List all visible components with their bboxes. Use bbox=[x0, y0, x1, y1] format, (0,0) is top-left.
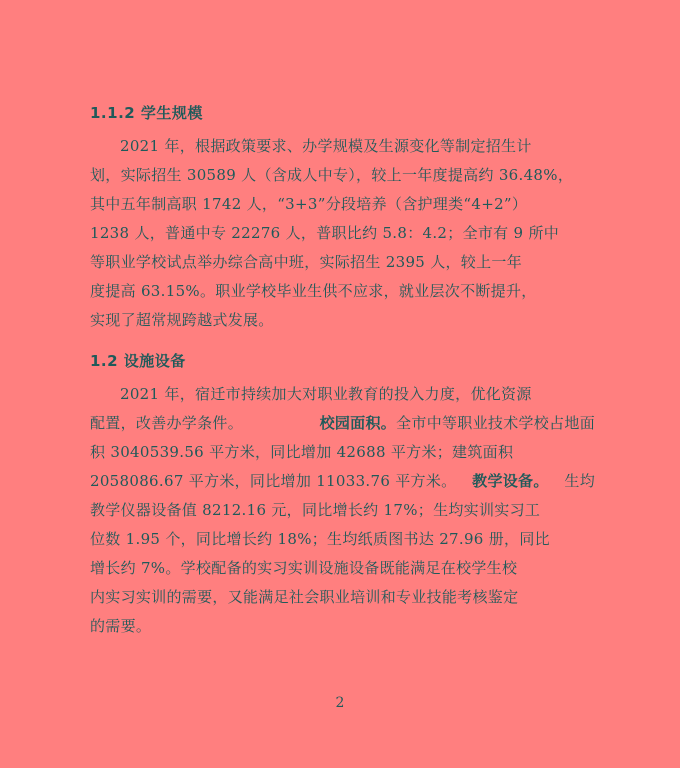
page-number: 2 bbox=[335, 695, 345, 711]
paragraph-line: 内实习实训的需要，又能满足社会职业培训和专业技能考核鉴定 bbox=[90, 588, 519, 606]
text-run: 生均 bbox=[564, 472, 595, 490]
paragraph-line: 1238 人，普通中专 22276 人，普职比约 5.8：4.2；全市有 9 所中 bbox=[90, 224, 560, 242]
paragraph-student-scale bbox=[90, 132, 595, 335]
paragraph-line: 实现了超常规跨越式发展。 bbox=[90, 311, 274, 329]
paragraph-line: 积 3040539.56 平方米，同比增加 42688 平方米；建筑面积 bbox=[90, 443, 514, 461]
paragraph-line: 划，实际招生 30589 人（含成人中专），较上一年度提高约 36.48%， bbox=[90, 166, 574, 184]
paragraph-line: 增长约 7%。学校配备的实习实训设施设备既能满足在校学生校 bbox=[90, 559, 518, 577]
paragraph-line: 2021 年，根据政策要求、办学规模及生源变化等制定招生计 bbox=[120, 137, 532, 155]
text-run: 2058086.67 平方米，同比增加 11033.76 平方米。 bbox=[90, 472, 457, 490]
paragraph-line: 教学仪器设备值 8212.16 元，同比增长约 17%；生均实训实习工 bbox=[90, 501, 541, 519]
bold-keyword-campus-area: 校园面积。 bbox=[319, 414, 397, 432]
section-heading-student-scale: 1.1.2 学生规模 bbox=[90, 104, 203, 122]
text-run: 全市中等职业技术学校占地面 bbox=[396, 414, 595, 432]
paragraph-line bbox=[90, 409, 595, 438]
paragraph-line: 其中五年制高职 1742 人，“3+3”分段培养（含护理类“4+2”） bbox=[90, 195, 528, 213]
paragraph-line bbox=[90, 467, 595, 496]
section-heading-facilities: 1.2 设施设备 bbox=[90, 352, 186, 370]
paragraph-facilities bbox=[90, 380, 595, 641]
paragraph-line: 度提高 63.15%。职业学校毕业生供不应求，就业层次不断提升， bbox=[90, 282, 537, 300]
text-run: 配置，改善办学条件。 bbox=[90, 414, 244, 432]
paragraph-line: 等职业学校试点举办综合高中班，实际招生 2395 人，较上一年 bbox=[90, 253, 523, 271]
bold-keyword-teaching-equipment: 教学设备。 bbox=[472, 472, 549, 490]
paragraph-line: 位数 1.95 个，同比增长约 18%；生均纸质图书达 27.96 册，同比 bbox=[90, 530, 550, 548]
paragraph-line: 2021 年，宿迁市持续加大对职业教育的投入力度，优化资源 bbox=[120, 385, 532, 403]
paragraph-line: 的需要。 bbox=[90, 617, 152, 635]
